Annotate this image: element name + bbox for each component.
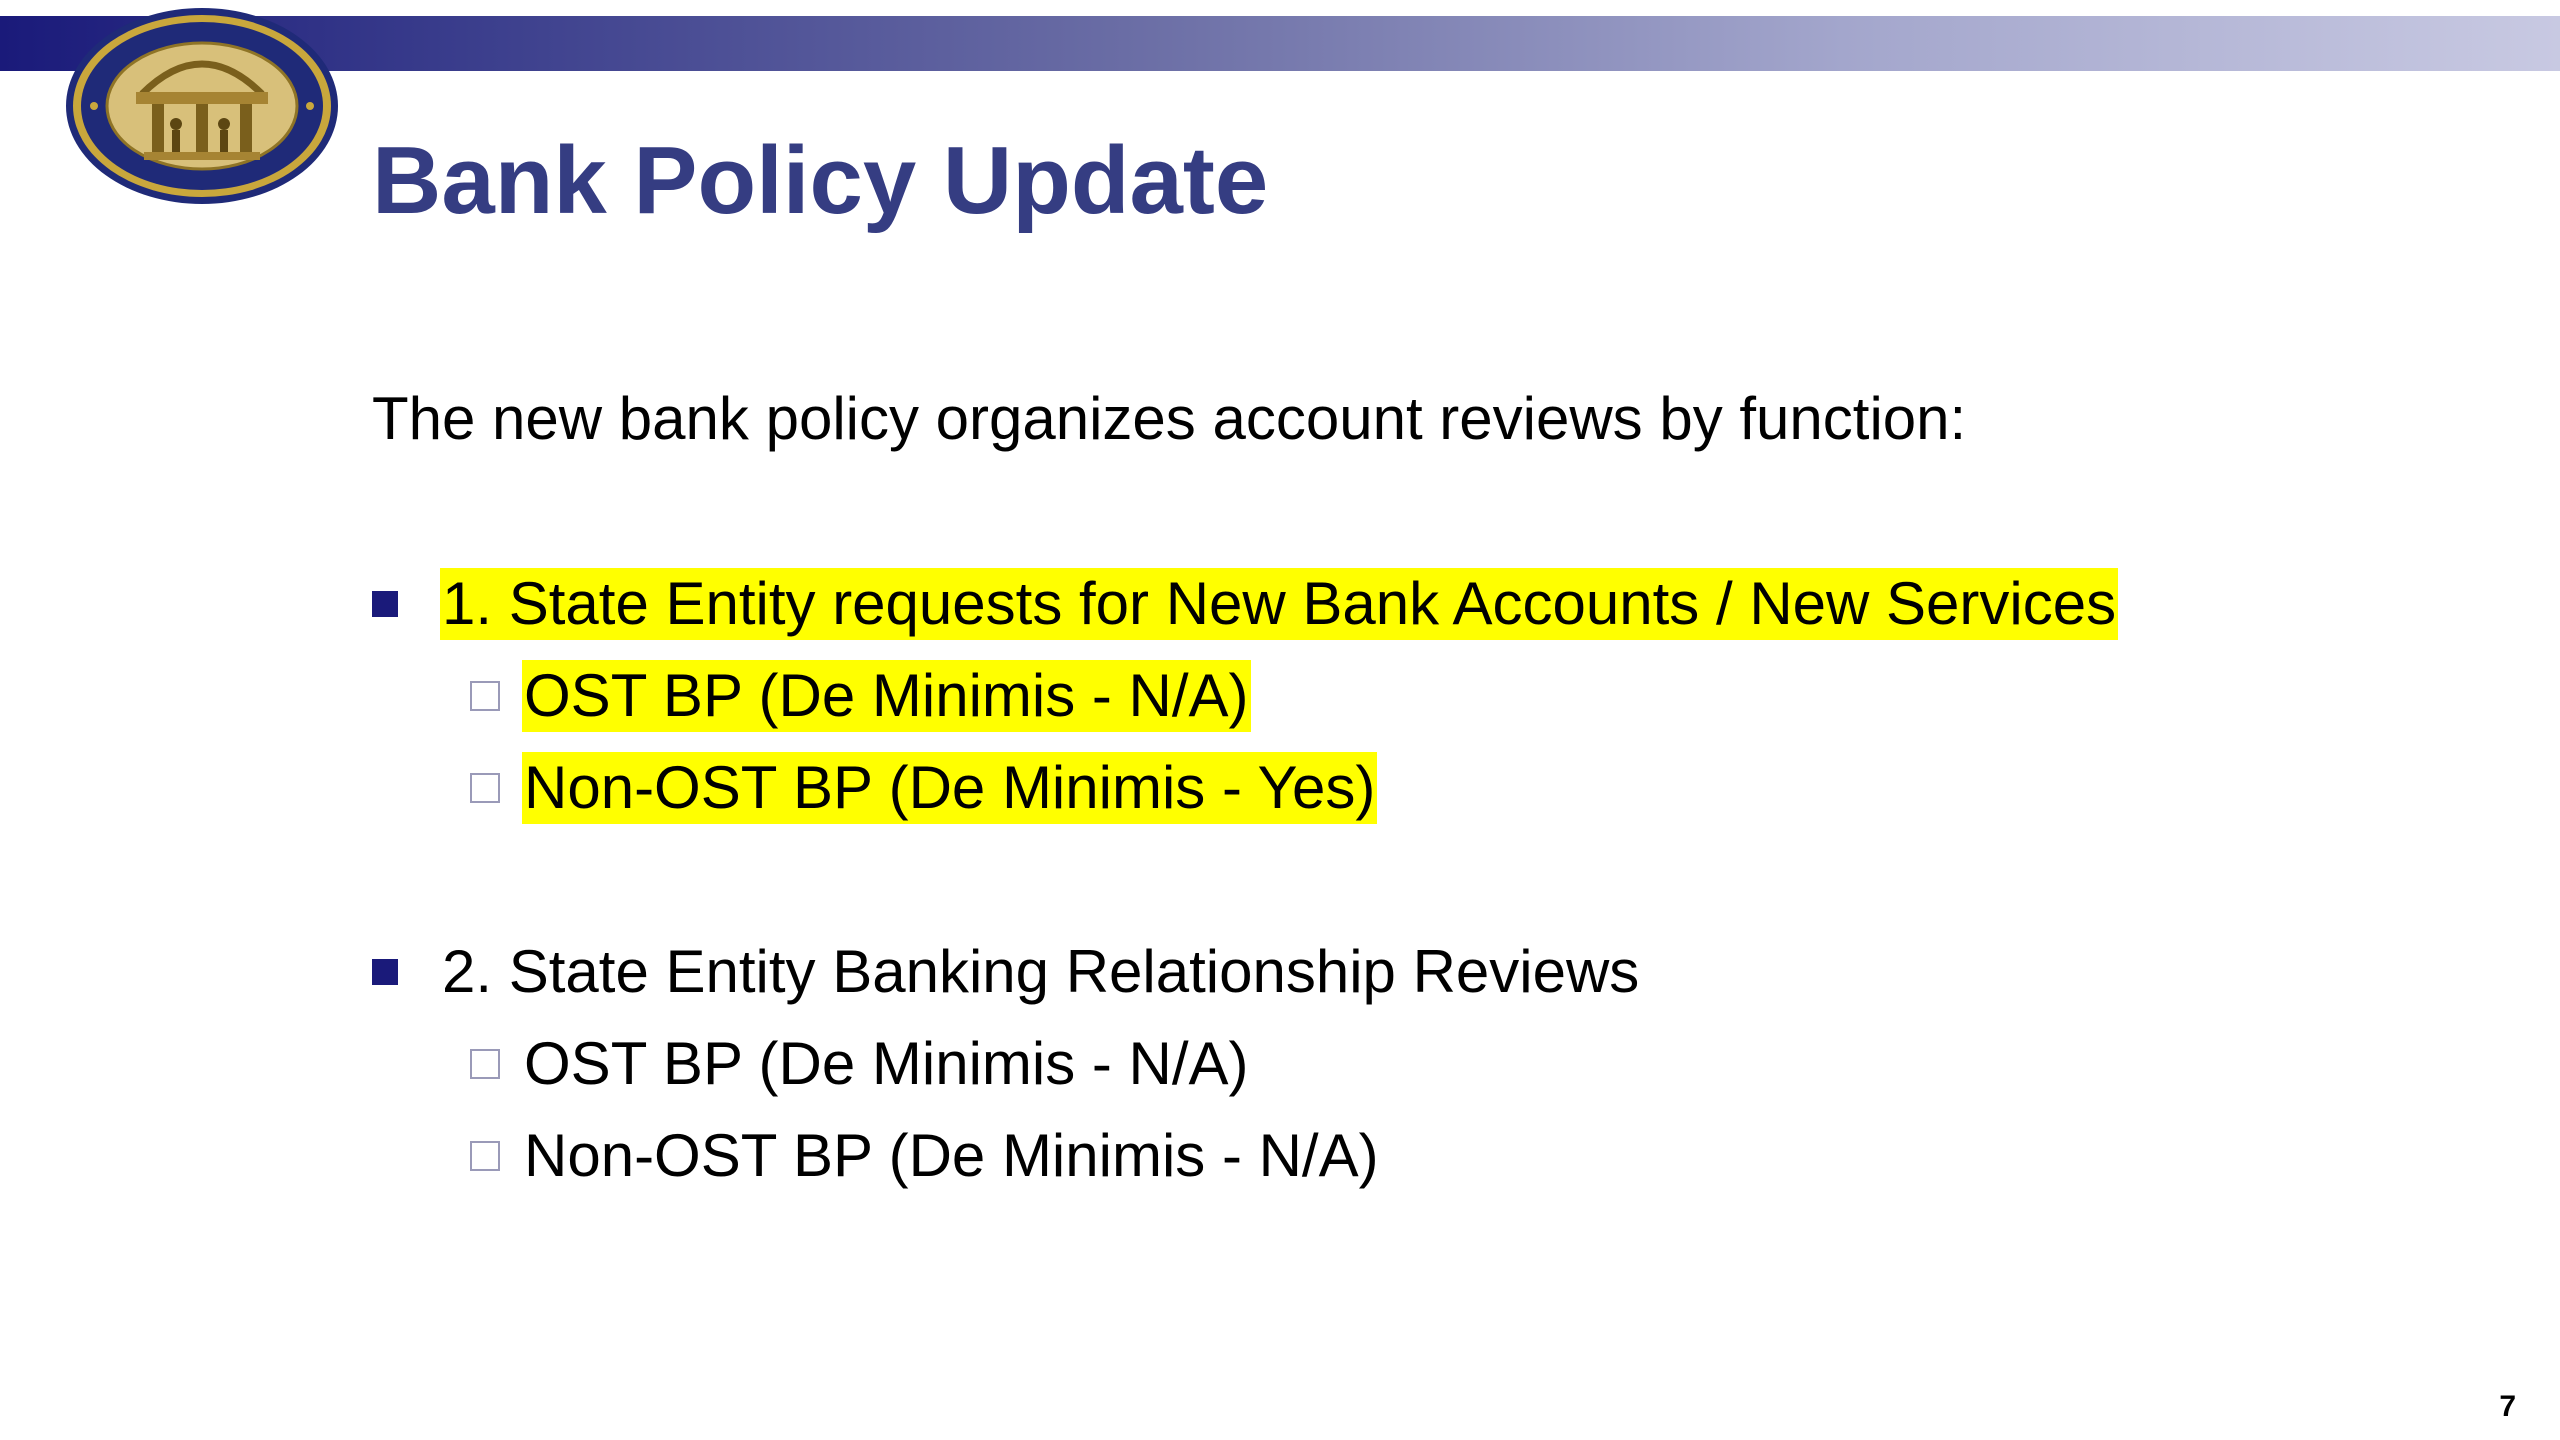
seal-icon <box>64 6 340 206</box>
hollow-square-bullet-icon <box>470 681 500 711</box>
georgia-seal-logo <box>64 6 340 206</box>
list-item-2 <box>372 936 1641 1008</box>
page-number: 7 <box>2499 1390 2516 1423</box>
square-bullet-icon <box>372 959 398 985</box>
sub-item-label: OST BP (De Minimis - N/A) <box>524 1030 1249 1097</box>
slide-title: Bank Policy Update <box>372 127 1269 234</box>
square-bullet-icon <box>372 591 398 617</box>
sub-item-label: Non-OST BP (De Minimis - N/A) <box>524 1122 1379 1189</box>
list-item-label: 2. State Entity Banking Relationship Reviews <box>442 938 1640 1005</box>
hollow-square-bullet-icon <box>470 773 500 803</box>
header-gradient-bar <box>0 16 2560 71</box>
intro-text: The new bank policy organizes account reviews by function: <box>372 385 1967 452</box>
list-item-label: 1. State Entity requests for New Bank Accounts / New Services <box>440 568 2118 640</box>
hollow-square-bullet-icon <box>470 1049 500 1079</box>
list-item-1 <box>372 568 2118 640</box>
sub-item-1-2 <box>470 752 1377 824</box>
sub-item-1-1 <box>470 660 1251 732</box>
sub-item-2-2 <box>470 1120 1381 1192</box>
sub-item-2-1 <box>470 1028 1251 1100</box>
sub-item-label: OST BP (De Minimis - N/A) <box>522 660 1251 732</box>
hollow-square-bullet-icon <box>470 1141 500 1171</box>
sub-item-label: Non-OST BP (De Minimis - Yes) <box>522 752 1377 824</box>
